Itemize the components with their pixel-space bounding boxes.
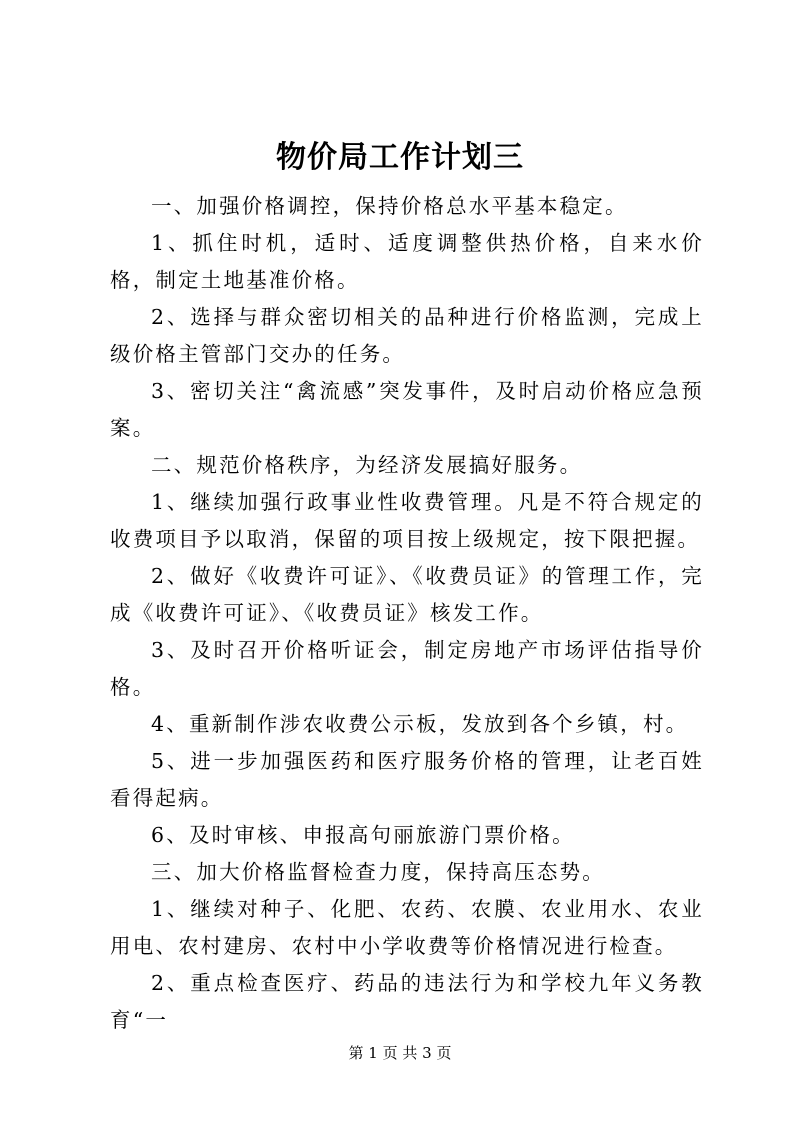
paragraph-item-2-4: 4、重新制作涉农收费公示板，发放到各个乡镇，村。 xyxy=(151,712,689,736)
paragraph-item-2-3: 3、及时召开价格听证会，制定房地产市场评估指导价格。 xyxy=(110,638,704,699)
paragraph-item-2-1: 1、继续加强行政事业性收费管理。凡是不符合规定的收费项目予以取消，保留的项目按上级规定，按下限把握。 xyxy=(110,490,704,551)
paragraph-item-1-2: 2、选择与群众密切相关的品种进行价格监测，完成上级价格主管部门交办的任务。 xyxy=(110,305,704,366)
paragraph-item-2-6: 6、及时审核、申报高句丽旅游门票价格。 xyxy=(151,823,575,847)
paragraph-item-2-5: 5、进一步加强医药和医疗服务价格的管理，让老百姓看得起病。 xyxy=(110,749,704,810)
paragraph-item-3-1: 1、继续对种子、化肥、农药、农膜、农业用水、农业用电、农村建房、农村中小学收费等价格情况进行检查。 xyxy=(110,897,704,958)
paragraph-item-2-2: 2、做好《收费许可证》、《收费员证》的管理工作，完成《收费许可证》、《收费员证》核发工作。 xyxy=(110,564,704,625)
paragraph-section-2-heading: 二、规范价格秩序，为经济发展搞好服务。 xyxy=(151,453,583,477)
paragraph-section-3-heading: 三、加大价格监督检查力度，保持高压态势。 xyxy=(151,860,605,884)
page-number-footer: 第 1 页 共 3 页 xyxy=(348,1044,452,1062)
paragraph-item-1-1: 1、抓住时机，适时、适度调整供热价格，自来水价格，制定土地基准价格。 xyxy=(110,231,704,292)
paragraph-section-1-heading: 一、加强价格调控，保持价格总水平基本稳定。 xyxy=(151,194,628,218)
paragraph-item-1-3: 3、密切关注“禽流感”突发事件，及时启动价格应急预案。 xyxy=(110,379,704,440)
paragraph-item-3-2: 2、重点检查医疗、药品的违法行为和学校九年义务教育“一 xyxy=(110,971,704,1032)
document-title: 物价局工作计划三 xyxy=(276,140,524,175)
document-body xyxy=(110,188,704,1039)
